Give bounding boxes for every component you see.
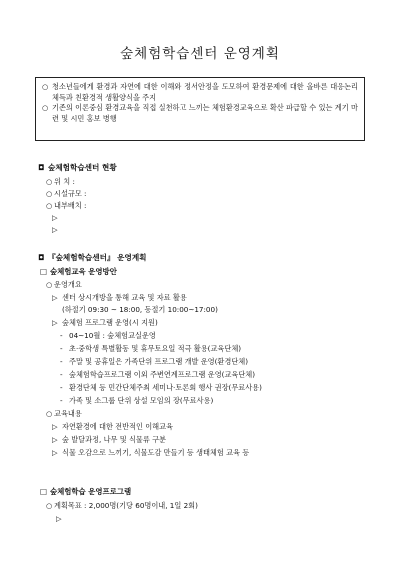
sub-heading-program [40, 487, 131, 497]
overview-label [46, 280, 82, 290]
square-marker-icon: ◘ [38, 163, 45, 172]
intro-box [35, 77, 365, 141]
dash-text: 04~10월 : 숲체험교실운영 [69, 331, 156, 340]
program-dash-item [60, 383, 262, 393]
program-target-text: 계획목표 : 2,000명(기당 60명이내, 1일 2회) [54, 501, 198, 510]
status-item-facility [46, 189, 86, 199]
dash-bullet: - [60, 396, 63, 405]
status-label: 내부배치 : [54, 201, 87, 210]
triangle-bullet-icon: ▷ [52, 293, 58, 302]
dash-text: 주말 및 공휴일은 가족단위 프로그램 개발 운영(환경단체) [69, 357, 249, 366]
education-label [46, 409, 82, 419]
circle-bullet-icon: ○ [42, 82, 49, 91]
status-label: 시설규모 : [54, 189, 87, 198]
dash-bullet: - [60, 357, 63, 366]
circle-bullet-icon: ○ [46, 201, 53, 210]
dash-text: 초·중학생 특별활동 및 휴무토요일 적극 활용(교육단체) [69, 344, 242, 353]
intro-text: 청소년들에게 환경과 자연에 대한 이해와 정서안정을 도모하여 환경문제에 대한 올바른 대응논리 체득과 친환경적 생활양식을 주지 [52, 82, 358, 102]
education-text: 식물 오감으로 느끼기, 식물도감 만들기 등 생태체험 교육 등 [62, 448, 250, 457]
triangle-bullet-icon: ▷ [56, 514, 62, 523]
education-item [52, 435, 166, 445]
dash-text: 가족 및 소그룹 단위 상설 모임의 장(무료사용) [69, 396, 214, 405]
circle-bullet-icon: ○ [46, 280, 53, 289]
intro-item [42, 103, 358, 124]
sub-heading-text: 숲체험학습 운영프로그램 [50, 487, 132, 496]
overview-text: 센터 상시개방을 통해 교육 및 자료 활용 [62, 293, 187, 302]
program-dash-item [60, 370, 255, 380]
box-marker-icon: □ [40, 487, 47, 496]
status-label: 위 치 : [54, 177, 75, 186]
status-item-layout [46, 201, 86, 211]
overview-item-open [52, 293, 187, 303]
intro-text: 기존의 이론중심 환경교육을 직접 실천하고 느끼는 체험환경교육으로 확산 파급할 수 있는 계기 마련 및 시민 홍보 병행 [52, 103, 358, 123]
program-dash-item [60, 331, 156, 341]
circle-bullet-icon: ○ [42, 103, 49, 112]
section-heading-plan [38, 253, 147, 263]
square-marker-icon: ◘ [38, 253, 45, 262]
education-item [52, 422, 173, 432]
education-text: 숲 발달과정, 나무 및 식물류 구분 [62, 435, 166, 444]
triangle-bullet-icon: ▷ [52, 422, 58, 431]
education-item [52, 448, 249, 458]
program-target [46, 501, 198, 511]
triangle-bullet-icon: ▷ [52, 213, 58, 222]
circle-bullet-icon: ○ [46, 189, 53, 198]
dash-text: 숲체험학습프로그램 이외 주변연계프로그램 운영(교육단체) [69, 370, 256, 379]
status-item-location [46, 177, 75, 187]
dash-bullet: - [60, 344, 63, 353]
program-dash-item [60, 396, 213, 406]
education-text: 자연환경에 대한 전반적인 이해교육 [62, 422, 174, 431]
circle-bullet-icon: ○ [46, 409, 53, 418]
triangle-bullet-icon: ▷ [52, 448, 58, 457]
section-heading-status [38, 163, 117, 173]
intro-item [42, 82, 358, 103]
dash-bullet: - [60, 383, 63, 392]
dash-bullet: - [60, 331, 63, 340]
program-dash-item [60, 357, 248, 367]
dash-bullet: - [60, 370, 63, 379]
program-dash-item [60, 344, 241, 354]
page-title: 숲체험학습센터 운영계획 [120, 46, 280, 62]
dash-text: 환경단체 등 민간단체주최 세미나·토론회 행사 권장(무료사용) [69, 383, 262, 392]
triangle-bullet-icon: ▷ [52, 225, 58, 234]
sub-heading-education [40, 267, 117, 277]
sub-heading-text: 숲체험교육 운영방안 [50, 267, 117, 276]
section-heading-text: 숲체험학습센터 현황 [48, 163, 117, 172]
section-heading-text: 『숲체험학습센터』 운영계획 [48, 253, 147, 262]
circle-bullet-icon: ○ [46, 501, 53, 510]
overview-label-text: 운영개요 [54, 280, 82, 289]
operating-hours: (하절기 09:30 ~ 18:00, 동절기 10:00~17:00) [62, 305, 218, 314]
triangle-bullet-icon: ▷ [52, 435, 58, 444]
overview-item-program [52, 318, 158, 328]
circle-bullet-icon: ○ [46, 177, 53, 186]
education-label-text: 교육내용 [54, 409, 82, 418]
triangle-bullet-icon: ▷ [52, 318, 58, 327]
overview-text: 숲체험 프로그램 운영(시 지원) [62, 318, 158, 327]
box-marker-icon: □ [40, 267, 47, 276]
